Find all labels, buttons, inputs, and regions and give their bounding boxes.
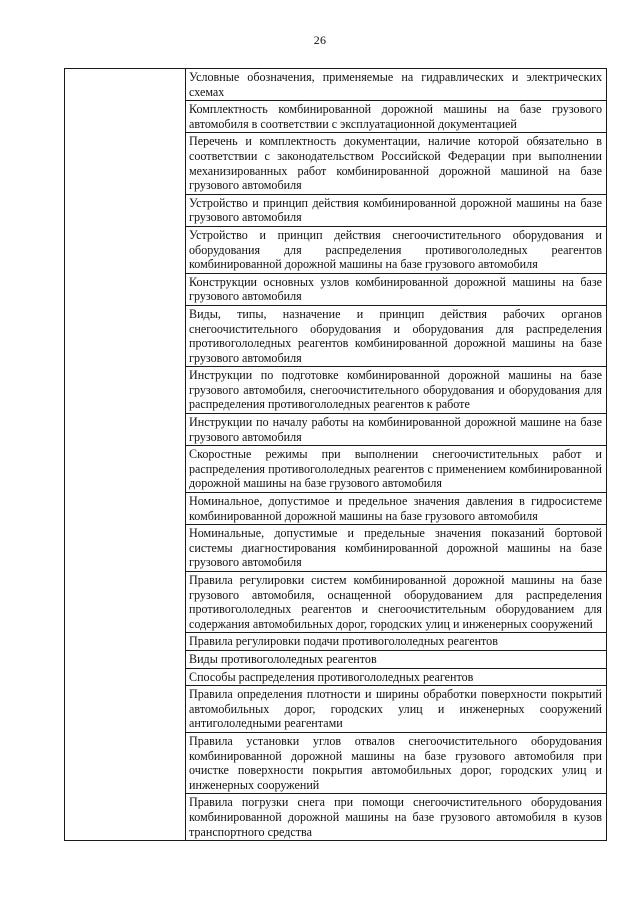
row-text: Правила установки углов отвалов снегоочистительного оборудования комбинированной дорожной машины на базе грузового автомобиля при очистке поверхности покрытия автомобильных дорог, городских улиц и инженерных сооружений	[189, 733, 602, 792]
table-cell	[186, 305, 607, 366]
row-text: Способы распределения противогололедных реагентов	[189, 669, 474, 684]
table-cell	[186, 101, 607, 133]
row-text: Номинальные, допустимые и предельные значения показаний бортовой системы диагностирования комбинированной дорожной машины на базе грузового автомобиля	[189, 526, 602, 570]
row-text: Правила определения плотности и ширины обработки поверхности покрытий автомобильных дорог, городских улиц и инженерных сооружений антигололедными реагентами	[189, 687, 602, 731]
table-cell	[186, 650, 607, 668]
table-row	[65, 69, 607, 101]
table-cell	[186, 133, 607, 194]
table-cell	[186, 367, 607, 414]
row-text: Устройство и принцип действия комбинированной дорожной машины на базе грузового автомобиля	[189, 195, 602, 225]
table-cell	[186, 686, 607, 733]
row-text: Виды, типы, назначение и принцип действия рабочих органов снегоочистительного оборудования и оборудования для распределения противогололедных реагентов комбинированной дорожной машины на базе грузового автомобиля	[189, 306, 602, 365]
row-text: Устройство и принцип действия снегоочистительного оборудования и оборудования для распределения противогололедных реагентов комбинированной дорожной машины на базе грузового автомобиля	[189, 227, 602, 272]
table-cell	[186, 194, 607, 226]
row-text: Правила регулировки систем комбинированной дорожной машины на базе грузового автомобиля, оснащенной оборудованием для распределения противогололедных реагентов и снегоочистительным оборудованием для содержания автомобильных дорог, городских улиц и инженерных сооружений	[189, 573, 602, 631]
left-column-cell	[65, 69, 186, 841]
table-cell	[186, 794, 607, 841]
table-cell	[186, 525, 607, 572]
row-text: Скоростные режимы при выполнении снегоочистительных работ и распределения противогололедных реагентов с применением комбинированной дорожной машины на базе грузового автомобиля	[189, 447, 602, 491]
row-text: Инструкции по началу работы на комбинированной дорожной машине на базе грузового автомобиля	[189, 415, 602, 444]
row-text: Условные обозначения, применяемые на гидравлических и электрических схемах	[189, 70, 602, 99]
row-text: Инструкции по подготовке комбинированной дорожной машины на базе грузового автомобиля, снегоочистительного оборудования и оборудования для распределения противогололедных реагентов к работе	[189, 368, 602, 412]
table-cell	[186, 69, 607, 101]
page-number: 26	[313, 33, 327, 47]
table-cell	[186, 226, 607, 273]
table-cell	[186, 633, 607, 651]
row-text: Конструкции основных узлов комбинированной дорожной машины на базе грузового автомобиля	[189, 274, 602, 304]
row-text: Виды противогололедных реагентов	[189, 651, 377, 666]
requirements-table	[64, 68, 607, 841]
table-cell	[186, 732, 607, 793]
row-text: Номинальное, допустимое и предельное значения давления в гидросистеме комбинированной дорожной машины на базе грузового автомобиля	[189, 494, 602, 523]
table-cell	[186, 493, 607, 525]
table-cell	[186, 273, 607, 305]
table-cell	[186, 668, 607, 686]
row-text: Правила погрузки снега при помощи снегоочистительного оборудования комбинированной дорожной машины на базе грузового автомобиля в кузов транспортного средства	[189, 795, 602, 839]
table-cell	[186, 572, 607, 633]
row-text: Правила регулировки подачи противогололедных реагентов	[189, 634, 498, 649]
row-text: Комплектность комбинированной дорожной машины на базе грузового автомобиля в соответствии с эксплуатационной документацией	[189, 102, 602, 131]
table-cell	[186, 414, 607, 446]
table-cell	[186, 446, 607, 493]
row-text: Перечень и комплектность документации, наличие которой обязательно в соответствии с законодательством Российской Федерации при выполнении механизированных работ комбинированной дорожной машиной на базе грузового автомобиля	[189, 134, 602, 193]
